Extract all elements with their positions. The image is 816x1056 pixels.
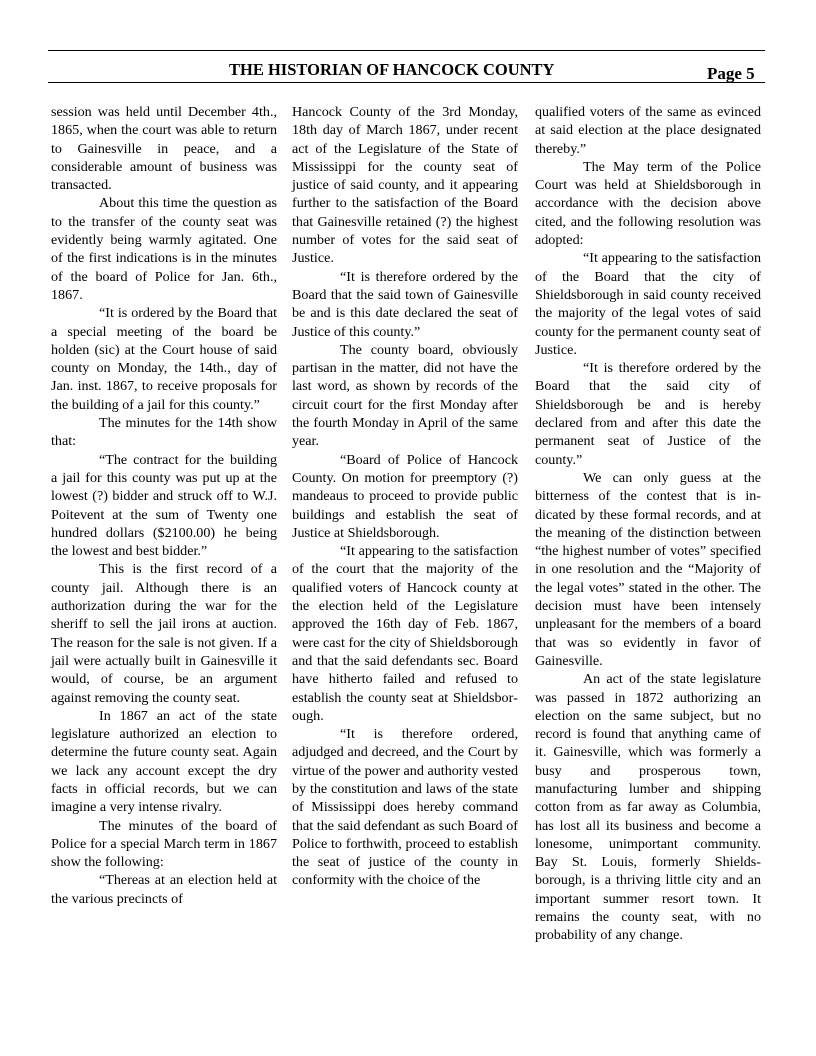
paragraph: “The contract for the building a jail for this county was put up at the lowest (?) bidder and struck off to W.J. Poitevent at the sum of Twenty one hundred dollars ($2100.00) he being the lowest and best bidder.”	[51, 451, 277, 560]
paragraph: “It is ordered by the Board that a special meeting of the board be holden (sic) at the Court house of said county on Monday, the 14th., day of Jan. inst. 1867, to receive proposals for the building of a jail for this county.”	[51, 305, 277, 413]
paragraph: qualified voters of the same as evinced at said election at the place designated thereby.”	[535, 104, 761, 157]
paragraph: An act of the state legislature was passed in 1872 authorizing an election on the same subject, but no record is found that anything came of it. Gainesville, which was formerly a busy and prosperous town, manufacturing lumber and shipping cotton from as far away as Columbia, has lost all its business and become a lonesome, unimportant community. Bay St. Louis, formerly Shieldsborough, is a thriving little city and an important summer resort town. It remains the county seat, with no probability of any change.	[535, 671, 761, 944]
paragraph: “Thereas at an election held at the various precincts of	[51, 872, 277, 907]
paragraph: We can only guess at the bitterness of the contest that is indicated by these formal records, and at the meaning of the distinction between “the highest number of votes” specified in one resolution and the “Majority of the legal votes” stated in the other. The decision must have been intensely unpleasant for the members of a board that was so evidently in favor of Gainesville.	[535, 469, 761, 669]
paragraph: “It is therefore ordered by the Board that the said city of Shieldsborough be and is hereby declared from and after this date the permanent seat of Justice of the county.”	[535, 360, 761, 468]
paragraph: In 1867 an act of the state legislature authorized an election to determine the future county seat. Again we lack any account except the dry facts in official records, but we can imagine a very intense rivalry.	[51, 707, 277, 816]
paragraph: “It appearing to the satisfaction of the Board that the city of Shieldsborough in said county received the majority of the legal votes of said county for the permanent county seat of Justice.	[535, 250, 761, 358]
paragraph: session was held until December 4th., 1865, when the court was able to return to Gainesville in peace, and a considerable amount of business was transacted.	[51, 104, 277, 194]
paragraph: “It appearing to the satisfaction of the court that the majority of the qualified voters of Hancock county at the election held of the Legislature approved the 16th day of Feb. 1867, were cast for the city of Shieldsborough and that the said defendants sec. Board have hitherto failed and refused to establish the county seat at Shieldsborough.	[292, 543, 518, 724]
paragraph: The May term of the Police Court was held at Shieldsborough in accordance with the decision above cited, and the following resolution was adopted:	[535, 158, 761, 249]
paragraph: This is the first record of a county jail. Although there is an authorization during the war for the sheriff to sell the jail irons at auction. The reason for the sale is not given. If a jail were actually built in Gainesville it would, of course, be an argument against removing the county seat.	[51, 561, 277, 706]
header-bottom-rule	[48, 82, 765, 83]
page-number: Page 5	[707, 64, 755, 83]
newsletter-title: THE HISTORIAN OF HANCOCK COUNTY	[229, 60, 555, 79]
text-column-2	[292, 103, 518, 890]
paragraph: “It is therefore ordered, adjudged and decreed, and the Court by virtue of the power and authority vested by the constitution and laws of the state of Mississippi does hereby command that the said defendant as such Board of Police to forthwith, proceed to establish the seat of justice of the county in conformity with the choice of the	[292, 726, 518, 889]
header-top-rule	[48, 50, 765, 51]
paragraph: The minutes for the 14th show that:	[51, 415, 277, 450]
paragraph: The minutes of the board of Police for a special March term in 1867 show the following:	[51, 817, 277, 871]
paragraph: Hancock County of the 3rd Monday, 18th day of March 1867, under recent act of the Legislature of the State of Mississippi for the county seat of justice of said county, and it appearing further to the satisfaction of the Board that Gainesville retained (?) the highest number of votes for the said seat of Justice.	[292, 104, 518, 267]
paragraph: “It is therefore ordered by the Board that the said town of Gainesville be and is this date declared the seat of Justice of this county.”	[292, 268, 518, 340]
paragraph: “Board of Police of Hancock County. On motion for preemptory (?) mandeaus to proceed to provide public buildings and establish the seat of Justice at Shieldsborough.	[292, 451, 518, 541]
text-column-1	[51, 103, 277, 908]
paragraph: About this time the question as to the transfer of the county seat was evidently being warmly agitated. One of the first indications is in the minutes of the board of Police for Jan. 6th., 1867.	[51, 195, 277, 303]
paragraph: The county board, obviously partisan in the matter, did not have the last word, as shown by records of the circuit court for the first Monday after the fourth Monday in April of the same year.	[292, 341, 518, 450]
text-column-3	[535, 103, 761, 945]
